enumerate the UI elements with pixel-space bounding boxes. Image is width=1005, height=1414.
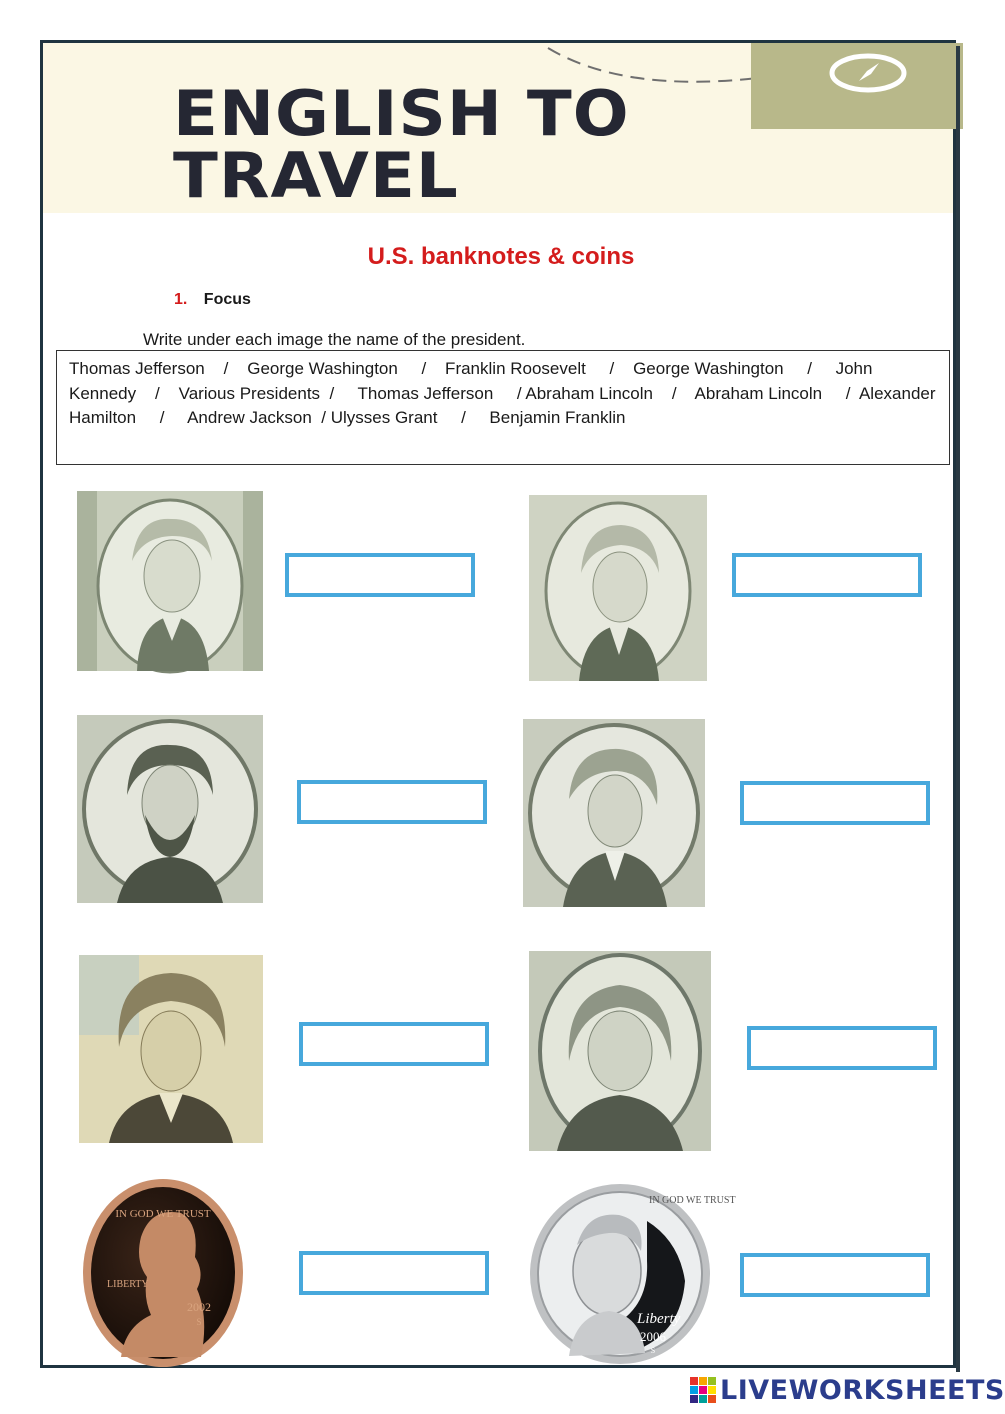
word-bank-text: Thomas Jefferson / George Washington / Franklin Roosevelt / George Washington / John Kennedy / Various Presidents / Thomas Jefferson / Abraham Lincoln / Abraham Lincoln / Alexander Hamilton / Andrew Jackson / Ulysses Grant / Benjamin Franklin	[69, 359, 941, 427]
section-number: 1.	[174, 291, 188, 308]
portrait-jefferson	[529, 495, 707, 681]
lincoln-penny	[81, 1177, 245, 1369]
nickel-year: 2006	[640, 1329, 666, 1344]
liveworksheets-brand[interactable]	[690, 1374, 1005, 1406]
answer-box-2[interactable]	[732, 553, 922, 597]
answer-box-5[interactable]	[299, 1022, 489, 1066]
portrait-franklin	[529, 951, 711, 1151]
penny-year: 2002	[187, 1300, 211, 1314]
answer-box-3[interactable]	[297, 780, 487, 824]
brand-name: LIVEWORKSHEETS	[720, 1374, 1005, 1406]
section-heading	[174, 291, 251, 309]
penny-liberty: LIBERTY	[107, 1279, 149, 1290]
portrait-jackson	[79, 955, 263, 1143]
nickel-liberty: Liberty	[637, 1311, 681, 1327]
frame-shadow	[956, 46, 960, 1372]
penny-motto: IN GOD WE TRUST	[115, 1208, 211, 1220]
answer-box-7[interactable]	[299, 1251, 489, 1295]
answer-box-1[interactable]	[285, 553, 475, 597]
header-accent-box	[751, 43, 963, 129]
nickel-motto: IN GOD WE TRUST	[649, 1195, 736, 1206]
portrait-lincoln	[77, 715, 263, 903]
title-line-2: TRAVEL	[173, 139, 459, 212]
header-banner	[43, 43, 953, 213]
portrait-washington	[77, 491, 263, 671]
page-title	[173, 77, 630, 212]
penny-mint: S	[196, 1317, 202, 1327]
jefferson-nickel	[529, 1181, 736, 1367]
answer-box-6[interactable]	[747, 1026, 937, 1070]
section-title: Focus	[203, 291, 251, 308]
word-bank	[56, 350, 950, 465]
worksheet-frame	[40, 40, 956, 1368]
answer-box-4[interactable]	[740, 781, 930, 825]
instructions: Write under each image the name of the president.	[143, 330, 526, 349]
worksheet-subtitle: U.S. banknotes & coins	[367, 243, 635, 270]
answer-box-8[interactable]	[740, 1253, 930, 1297]
liveworksheets-logo-icon	[690, 1377, 716, 1403]
nickel-mint: S	[650, 1346, 656, 1355]
title-line-1: ENGLISH TO	[173, 77, 630, 150]
compass-icon	[829, 53, 907, 93]
portrait-hamilton	[523, 719, 705, 907]
